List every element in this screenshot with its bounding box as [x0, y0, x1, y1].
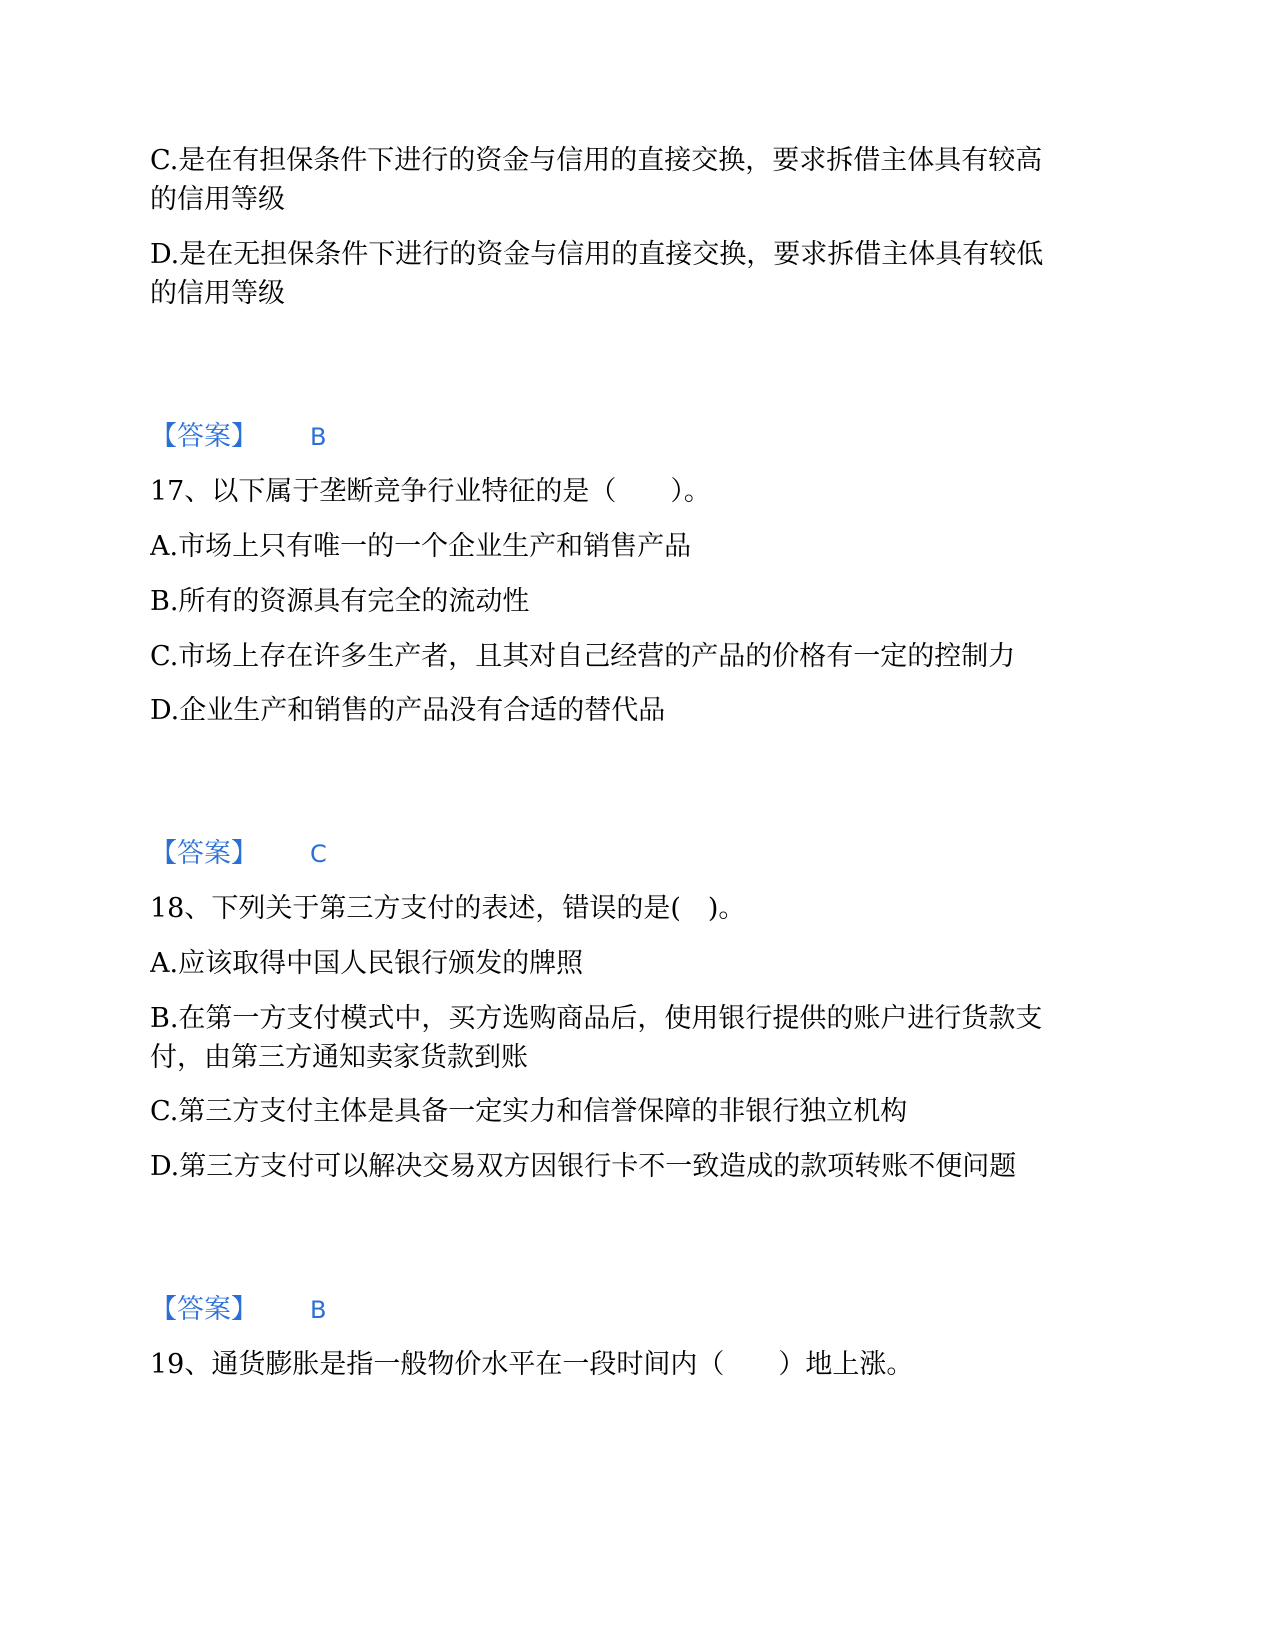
q17-option-a: A.市场上只有唯一的一个企业生产和销售产品 [150, 531, 692, 562]
q18-option-c: C.第三方支付主体是具备一定实力和信誉保障的非银行独立机构 [150, 1096, 908, 1127]
answer-label: 【答案】 [150, 1294, 258, 1325]
q17-option-b: B.所有的资源具有完全的流动性 [150, 586, 530, 617]
answer-value: B [310, 423, 327, 451]
q18-answer [150, 1290, 326, 1330]
q18-option-a: A.应该取得中国人民银行颁发的牌照 [150, 948, 584, 979]
q16-option-d-line1: D.是在无担保条件下进行的资金与信用的直接交换，要求拆借主体具有较低 [150, 239, 1044, 270]
q16-option-c-line1: C.是在有担保条件下进行的资金与信用的直接交换，要求拆借主体具有较高 [150, 145, 1043, 176]
q17-option-d: D.企业生产和销售的产品没有合适的替代品 [150, 695, 666, 726]
answer-label: 【答案】 [150, 838, 258, 869]
q19-stem: 19、通货膨胀是指一般物价水平在一段时间内（ ）地上涨。 [150, 1349, 914, 1380]
q17-answer [150, 834, 327, 874]
q16-option-c-line2: 的信用等级 [150, 184, 285, 215]
q17-option-c: C.市场上存在许多生产者，且其对自己经营的产品的价格有一定的控制力 [150, 641, 1016, 672]
answer-label: 【答案】 [150, 421, 258, 452]
q18-option-d: D.第三方支付可以解决交易双方因银行卡不一致造成的款项转账不便问题 [150, 1151, 1017, 1182]
q17-stem: 17、以下属于垄断竞争行业特征的是（ ）。 [150, 476, 711, 507]
q18-option-b-line1: B.在第一方支付模式中，买方选购商品后，使用银行提供的账户进行货款支 [150, 1003, 1043, 1034]
q18-option-b-line2: 付，由第三方通知卖家货款到账 [150, 1042, 528, 1073]
q18-stem: 18、下列关于第三方支付的表述，错误的是( )。 [150, 893, 746, 924]
answer-value: C [310, 840, 327, 868]
answer-value: B [310, 1296, 327, 1324]
q16-answer [150, 417, 326, 457]
q16-option-d-line2: 的信用等级 [150, 278, 285, 309]
